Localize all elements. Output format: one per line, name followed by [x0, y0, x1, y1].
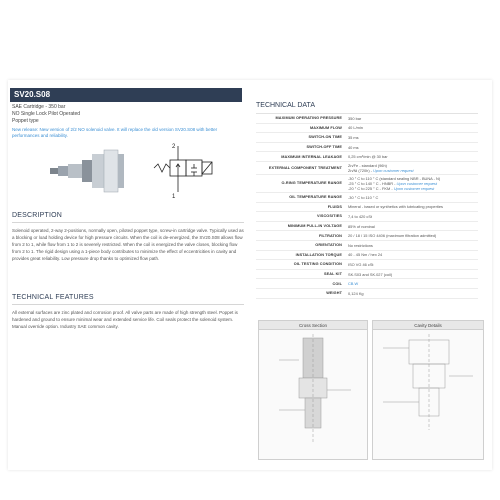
tech-row — [256, 203, 478, 213]
tech-row-value-line: No restrictions — [348, 242, 373, 248]
tech-row-label: INSTALLATION TORQUE — [295, 252, 342, 257]
valve-illustration — [50, 140, 250, 202]
tech-row — [256, 241, 478, 251]
tech-row-value-text: -20 ° C to 225 ° C - FKM - — [348, 185, 394, 191]
tech-row-label: EXTERNAL COMPONENT TREATMENT — [268, 165, 342, 170]
symbol-port-1: 1 — [172, 194, 176, 200]
tech-row-value-note: Upon customer request — [393, 185, 435, 191]
tech-row-value — [348, 261, 478, 268]
product-line-2: NO Single Lock Pilot Operated — [12, 111, 81, 117]
tech-row-label: MINIMUM PULL-IN VOLTAGE — [287, 224, 342, 229]
description-text: Solenoid operated, 2-way 2-positions, normally open, piloted poppet type, screw-in cartridge valve. Typically used as a blocking or load holding device for high pressure circuits. When the coil is de-energized, the SV20.S08 allows flow from 2 to 1, while flow from 1 to 2 is severely restricted. When the coil is energized the valve closes, blocking flow from 2 to 1. The rigid design using a 1-piece body contributes to minimize the effect of eccentricities in cavity and provides great reliability. Low pressure drop thanks to optimized flow path. — [12, 228, 244, 261]
features-text: All external surfaces are zinc plated and corrosion proof. All valve parts are made of high strength steel. Poppet is hardened and ground to ensure minimal wear and extended service life. Coil seals protect the solenoid system. Manual override option. Industry SAE common cavity. — [12, 310, 238, 329]
tech-row-value-note: Upon customer request — [396, 180, 437, 186]
tech-row — [256, 133, 478, 143]
tech-row — [256, 193, 478, 203]
product-line-1: SAE Cartridge - 350 bar — [12, 104, 66, 110]
tech-row — [256, 212, 478, 222]
features-heading: TECHNICAL FEATURES — [12, 294, 94, 301]
description-section — [12, 212, 244, 262]
tech-row-value-line: 350 bar — [348, 115, 362, 121]
tech-row-value-line: 0,124 Kg — [348, 290, 364, 296]
tech-row-value — [348, 153, 478, 160]
tech-row-value-line: Mineral - based or synthetics with lubricating properties — [348, 204, 443, 210]
tech-row-value — [348, 242, 478, 249]
tech-row — [256, 251, 478, 261]
tech-row-value-line: 40 L/min — [348, 125, 363, 131]
tech-row-value — [348, 223, 478, 230]
tech-row-value — [348, 232, 478, 239]
cavity-details-drawing — [373, 330, 483, 458]
tech-row-label: SEAL KIT — [323, 272, 342, 277]
features-divider — [12, 304, 244, 305]
tech-row-value-line: 40 ms — [348, 144, 359, 150]
technical-data-table — [256, 113, 478, 299]
tech-row-label: OIL TESTING CONDITION — [293, 262, 342, 267]
tech-row-value — [348, 124, 478, 131]
tech-row-value-line: 7,4 to 420 cSt — [348, 213, 373, 219]
tech-row-value-text: -25 ° C to 140 ° C - HNBR - — [348, 180, 397, 186]
release-notice: New release: New version of 2/2 NO solenoid valve. It will replace the old version SV20.S08 with better performances and reliability. — [12, 127, 218, 138]
tech-row — [256, 279, 478, 289]
tech-row-value-line: SK.S03 and SK.027 (coil) — [348, 271, 393, 277]
tech-row — [256, 162, 478, 175]
tech-row-label: MAXIMUM FLOW — [310, 125, 342, 130]
description-heading: DESCRIPTION — [12, 212, 63, 219]
description-divider — [12, 222, 244, 223]
tech-row — [256, 231, 478, 241]
features-section — [12, 294, 244, 330]
cross-section-title: Cross Section — [259, 321, 367, 330]
tech-row-value — [348, 134, 478, 141]
tech-row-label: FLUIDS — [327, 204, 342, 209]
tech-row-value — [348, 144, 478, 151]
tech-row-value-note: Upon customer request — [373, 167, 414, 173]
tech-row-label: OIL TEMPERATURE RANGE — [289, 195, 342, 200]
tech-row — [256, 124, 478, 134]
cavity-details-title: Cavity Details — [373, 321, 483, 330]
tech-row-value[interactable] — [348, 280, 478, 287]
tech-row-label: MAXIMUM OPERATING PRESSURE — [275, 116, 342, 121]
tech-row-label: FILTRATION — [318, 233, 342, 238]
cartridge-image — [50, 150, 124, 192]
tech-row-label: COIL — [332, 281, 342, 286]
tech-row-label: MAXIMUM INTERNAL LEAKAGE — [281, 154, 342, 159]
product-line-3: Poppet type — [12, 118, 39, 124]
tech-row-value-line: 85% of nominal — [348, 223, 375, 229]
tech-row-label: SWITCH-ON TIME — [308, 135, 342, 140]
tech-row-value — [348, 251, 478, 258]
tech-row — [256, 222, 478, 232]
hydraulic-symbol — [154, 146, 212, 192]
tech-row-value-line: 35 ms — [348, 134, 359, 140]
tech-row-value — [348, 194, 478, 201]
tech-row — [256, 114, 478, 124]
tech-row-value-text: Zn/Ni (720h) - — [348, 167, 374, 173]
tech-row-label: O-RING TEMPERATURE RANGE — [281, 181, 342, 186]
tech-row-value — [348, 271, 478, 278]
tech-row-value — [348, 203, 478, 210]
cavity-details-pane — [372, 320, 484, 460]
tech-row — [256, 152, 478, 162]
tech-row-label: WEIGHT — [326, 291, 342, 296]
tech-row — [256, 260, 478, 270]
tech-row-value — [348, 213, 478, 220]
tech-row-label: SWITCH-OFF TIME — [306, 145, 342, 150]
product-code-title: SV20.S08 — [10, 88, 242, 102]
tech-row — [256, 270, 478, 280]
tech-row-value-line: -30 ° C to 110 ° C — [348, 194, 379, 200]
tech-row-value-line: 20 / 18 / 15 ISO 4406 (maximum filtration admitted) — [348, 233, 437, 239]
tech-row-value-line — [348, 168, 478, 173]
cross-section-pane — [258, 320, 368, 460]
tech-row-label: VISCOSITIES — [317, 214, 342, 219]
tech-row — [256, 175, 478, 193]
technical-data-heading: TECHNICAL DATA — [256, 102, 315, 109]
tech-row-value-line: 40 - 45 Nm / hex 24 — [348, 252, 383, 258]
tech-row-value — [348, 290, 478, 297]
tech-row-value — [348, 162, 478, 174]
cross-section-drawing — [259, 330, 367, 458]
tech-row-value-line — [348, 186, 478, 191]
technical-data-section — [256, 102, 478, 299]
symbol-port-2: 2 — [172, 144, 176, 150]
tech-row-value-line: 0,25 cm³/min @ 30 bar — [348, 154, 388, 160]
tech-row-value — [348, 175, 478, 192]
tech-row-value-line: ISO VG 46 cSt — [348, 261, 374, 267]
tech-row-value — [348, 115, 478, 122]
tech-row — [256, 289, 478, 299]
tech-row-label: ORIENTATION — [315, 243, 342, 248]
tech-row-value-line: Zn/Fe - standard (96h) — [348, 162, 387, 168]
tech-row-value-line[interactable]: CB.W — [348, 281, 359, 287]
tech-row-value-line: -30 ° C to 110 ° C (standard sealing NBR - BUNA - N) — [348, 175, 441, 181]
tech-row — [256, 143, 478, 153]
